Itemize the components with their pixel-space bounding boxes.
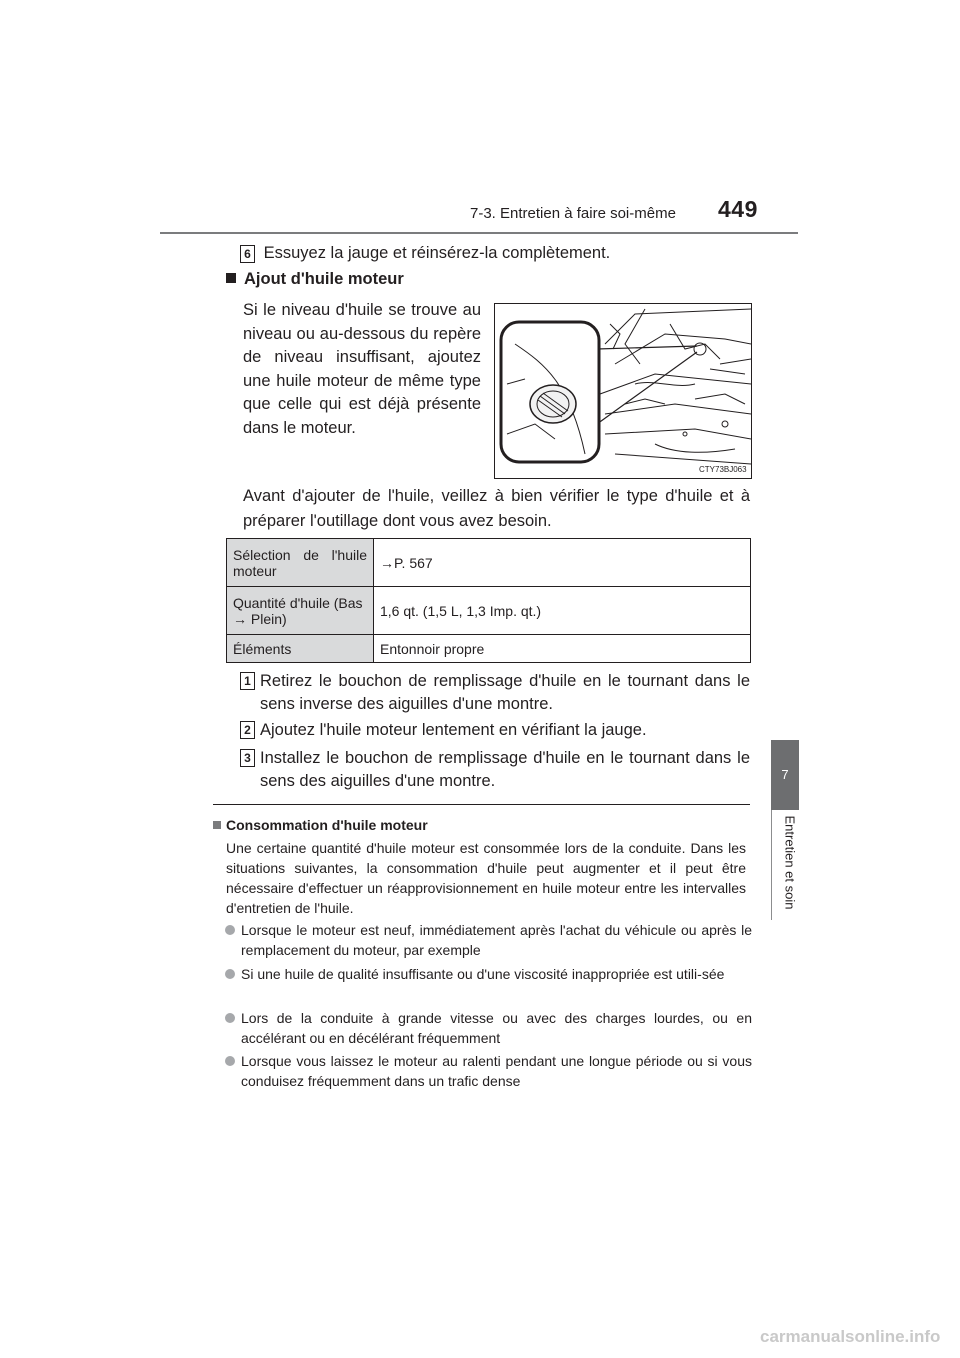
- adding-oil-paragraph: Si le niveau d'huile se trouve au niveau ou au-dessous du repère de niveau insuffisant, ajoutez une huile moteur de même type que celle qui est déjà présente dans le moteur.: [243, 301, 481, 437]
- header-divider: [160, 232, 798, 234]
- bullet-text: Lors de la conduite à grande vitesse ou avec des charges lourdes, ou en accélérant ou en décélérant fréquemment: [241, 1010, 752, 1046]
- table-row: [227, 539, 751, 587]
- bullet-text: Lorsque le moteur est neuf, immédiatement après l'achat du véhicule ou après le remplacement du moteur, par exemple: [241, 922, 752, 958]
- watermark: carmanualsonline.info: [760, 1327, 941, 1346]
- table-value: 1,6 qt. (1,5 L, 1,3 Imp. qt.): [374, 587, 751, 635]
- table-value: →P. 567: [374, 539, 751, 587]
- oil-cap-illustration: [494, 303, 752, 479]
- before-adding-paragraph: Avant d'ajouter de l'huile, veillez à bien vérifier le type d'huile et à préparer l'outillage dont vous avez besoin.: [243, 487, 750, 530]
- side-divider: [771, 810, 772, 920]
- heading-text: Ajout d'huile moteur: [244, 270, 404, 288]
- list-item: [225, 920, 752, 960]
- heading-text: Consommation d'huile moteur: [226, 817, 428, 833]
- step-number-badge: 6: [240, 245, 255, 263]
- page-number: 449: [718, 196, 758, 222]
- table-label: Éléments: [227, 635, 374, 663]
- step-text: Retirez le bouchon de remplissage d'huile en le tournant dans le sens inverse des aiguilles d'une montre.: [260, 672, 750, 713]
- chapter-title-vertical: [782, 805, 798, 921]
- table-value: Entonnoir propre: [374, 635, 751, 663]
- square-bullet-icon: [213, 821, 221, 829]
- oil-spec-table: [226, 538, 751, 663]
- list-item: [225, 1008, 752, 1048]
- step-6: [240, 242, 760, 265]
- bullet-text: Lorsque vous laissez le moteur au ralenti pendant une longue période ou si vous conduisez fréquemment dans un trafic dense: [241, 1053, 752, 1089]
- adding-oil-heading: [226, 270, 404, 289]
- engine-bay-drawing: [495, 304, 751, 478]
- consumption-heading: [213, 817, 428, 833]
- table-row: [227, 635, 751, 663]
- square-bullet-icon: [226, 273, 236, 283]
- chapter-tab: [771, 740, 799, 810]
- step-2: [240, 719, 750, 742]
- step-number-badge: 1: [240, 672, 255, 690]
- list-item: [225, 964, 752, 984]
- step-3: [240, 747, 750, 793]
- table-label: Quantité d'huile (Bas → Plein): [227, 587, 374, 635]
- step-text: Installez le bouchon de remplissage d'huile en le tournant dans le sens des aiguilles d'une montre.: [260, 749, 750, 790]
- list-item: [225, 1051, 752, 1091]
- section-divider: [213, 804, 750, 805]
- chapter-number: 7: [781, 767, 789, 782]
- step-text: Essuyez la jauge et réinsérez-la complètement.: [263, 244, 611, 262]
- bullet-icon: [225, 1013, 235, 1023]
- bullet-icon: [225, 969, 235, 979]
- figure-code: CTY73BJ063: [699, 465, 747, 474]
- table-label: Sélection de l'huile moteur: [227, 539, 374, 587]
- section-header: 7-3. Entretien à faire soi-même: [470, 205, 676, 222]
- bullet-icon: [225, 1056, 235, 1066]
- chapter-title: Entretien et soin: [782, 815, 798, 910]
- bullet-text: Si une huile de qualité insuffisante ou d'une viscosité inappropriée est utili-sée: [241, 966, 725, 982]
- step-text: Ajoutez l'huile moteur lentement en vérifiant la jauge.: [260, 721, 647, 739]
- table-row: [227, 587, 751, 635]
- bullet-icon: [225, 925, 235, 935]
- step-number-badge: 2: [240, 721, 255, 739]
- step-1: [240, 670, 750, 716]
- step-number-badge: 3: [240, 749, 255, 767]
- consumption-intro: Une certaine quantité d'huile moteur est consommée lors de la conduite. Dans les situations suivantes, la consommation d'huile peut augmenter et il peut être nécessaire d'effectuer un réapprovisionnement en huile moteur entre les intervalles d'entretien de l'huile.: [226, 840, 746, 916]
